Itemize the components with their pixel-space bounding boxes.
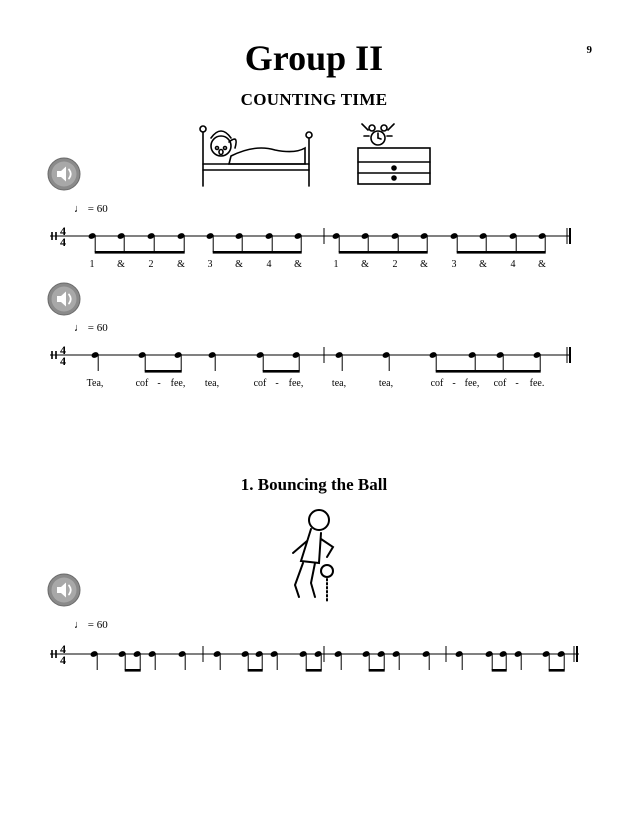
count-syllable: &: [361, 259, 369, 270]
count-syllable: 2: [148, 259, 154, 270]
count-syllable: 1: [333, 259, 339, 270]
count-syllable: &: [235, 259, 243, 270]
quarter-note-icon: ♩: [74, 203, 85, 215]
tempo-marking: [74, 203, 108, 215]
speaker-icon[interactable]: [47, 282, 81, 316]
tempo-value: = 60: [87, 619, 108, 631]
quarter-note-icon: ♩: [74, 322, 85, 334]
lyric-syllable: -: [515, 378, 519, 389]
note-beam: [145, 370, 182, 373]
page-number: 9: [586, 44, 592, 56]
tempo-marking: [74, 619, 108, 631]
alarm-clock-on-dresser: [352, 118, 434, 188]
lyric-syllable: -: [452, 378, 456, 389]
count-syllable: &: [538, 259, 546, 270]
count-syllable: 1: [89, 259, 95, 270]
note-beam: [263, 370, 300, 373]
count-syllable: &: [294, 259, 302, 270]
count-syllable: 4: [510, 259, 516, 270]
time-sig-top: 4: [60, 343, 66, 357]
lyric-syllable: -: [157, 378, 161, 389]
lyric-syllable: fee,: [464, 378, 480, 389]
time-sig-top: 4: [60, 224, 66, 238]
note-beam: [549, 669, 565, 672]
time-sig-bottom: 4: [60, 354, 66, 368]
lyric-syllable: fee,: [170, 378, 186, 389]
lyric-syllable: cof: [493, 378, 507, 389]
lyric-syllable: cof: [135, 378, 149, 389]
lyric-syllable: -: [275, 378, 279, 389]
lyric-syllable: cof: [253, 378, 267, 389]
rhythm-staff-counting: [0, 222, 628, 276]
lyric-syllable: cof: [430, 378, 444, 389]
time-sig-bottom: 4: [60, 653, 66, 667]
rhythm-staff-tea-coffee: [0, 341, 628, 395]
tempo-value: = 60: [87, 203, 108, 215]
count-syllable: &: [420, 259, 428, 270]
note-beam: [339, 251, 428, 254]
count-syllable: 2: [392, 259, 398, 270]
note-beam: [125, 669, 141, 672]
tempo-value: = 60: [87, 322, 108, 334]
count-syllable: 3: [207, 259, 213, 270]
count-syllable: &: [117, 259, 125, 270]
note-beam: [457, 251, 546, 254]
page-title: Group II: [244, 38, 384, 78]
note-beam: [492, 669, 507, 672]
lyric-syllable: tea,: [204, 378, 220, 389]
time-sig-top: 4: [60, 642, 66, 656]
quarter-note-icon: ♩: [74, 619, 85, 631]
sleeping-person-in-bed: [195, 118, 320, 188]
count-syllable: &: [177, 259, 185, 270]
speaker-icon[interactable]: [47, 157, 81, 191]
count-syllable: 3: [451, 259, 457, 270]
lyric-syllable: tea,: [331, 378, 347, 389]
note-beam: [369, 669, 385, 672]
lyric-syllable: fee.: [529, 378, 545, 389]
count-syllable: &: [479, 259, 487, 270]
tempo-marking: [74, 322, 108, 334]
exercise-title: 1. Bouncing the Ball: [240, 475, 388, 494]
lyric-syllable: fee,: [288, 378, 304, 389]
speaker-icon[interactable]: [47, 573, 81, 607]
note-beam: [95, 251, 185, 254]
stick-figure-bouncing-ball: [285, 505, 345, 605]
count-syllable: 4: [266, 259, 272, 270]
time-sig-bottom: 4: [60, 235, 66, 249]
note-beam: [213, 251, 302, 254]
note-beam: [306, 669, 322, 672]
note-beam: [248, 669, 263, 672]
note-beam: [436, 370, 541, 373]
section-title: COUNTING TIME: [240, 90, 388, 109]
lyric-syllable: Tea,: [86, 378, 104, 389]
rhythm-staff-bouncing-ball: [0, 640, 628, 674]
lyric-syllable: tea,: [378, 378, 394, 389]
